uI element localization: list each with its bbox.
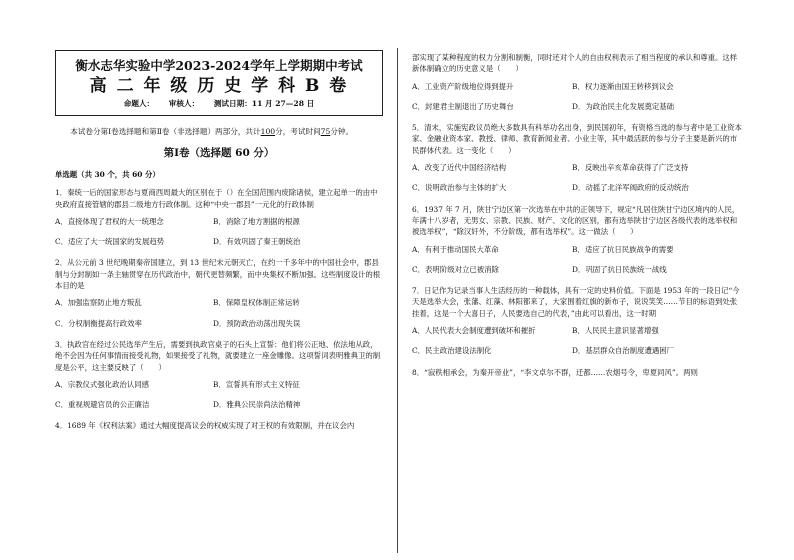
option-b: B．反映出辛亥革命获得了广泛支持 xyxy=(572,163,689,173)
option-b: B．保障皇权体制正常运转 xyxy=(213,298,300,308)
option-b: B．消除了地方割据的根源 xyxy=(213,216,300,226)
intro-text-a: 本试卷分第Ⅰ卷选择题和第Ⅱ卷（非选择题）两部分，共计 xyxy=(70,127,261,136)
option-c: C．分权制衡提高行政效率 xyxy=(55,318,142,328)
question-options xyxy=(412,162,742,194)
question-4 xyxy=(55,420,383,431)
total-score: 100 xyxy=(260,127,276,136)
option-d: D．雅典公民崇尚法治精神 xyxy=(213,400,301,410)
option-b: B．权力逐渐由国王转移到议会 xyxy=(572,81,674,91)
question-stem: 2．从公元前 3 世纪晚期秦帝国建立，到 13 世纪末元朝灭亡，在约一千多年中的中国社会中，郡县制与分封制如一条主轴贯穿在历代政治中，朝代更替频繁，而中央集权不断加强。这些制度设计的根本目的是 xyxy=(55,258,381,291)
option-c: C．民主政治建设法制化 xyxy=(412,346,492,356)
option-a: A．有利于推动国民大革命 xyxy=(412,244,499,254)
option-d: D．动摇了北洋军阀政府的反动统治 xyxy=(572,183,689,193)
school-title: 衡水志华实验中学2023-2024学年上学期期中考试 xyxy=(75,58,363,73)
question-list-left xyxy=(55,187,383,431)
option-d: D．有效巩固了秦王朝统治 xyxy=(213,237,301,247)
question-stem: 8．“寂秩相承会，为秦开帝业”，“李文卓尔不群，迁都……农烟号令，卑夏同风”。两则 xyxy=(412,367,698,377)
option-c: C．说明政治参与主体的扩大 xyxy=(412,183,507,193)
question-stem: 5．清末，实施宪政议员绝大多数具有科举功名出身，到民国初年，有资格当选的参与者中是工业资本家、金融业资本家、教授、律师、教育新闻业者、小业主等，其中最活跃的参与分子主要是新兴的市民群体代表。这一变化（ ） xyxy=(412,123,742,155)
exam-date: 测试日期：11 月 27—28 日 xyxy=(213,99,315,108)
intro-text-c: 分钟。 xyxy=(330,127,354,136)
option-a: A．直接体现了君权的大一统理念 xyxy=(55,216,164,226)
exam-time: 75 xyxy=(320,127,331,136)
question-options xyxy=(55,379,383,411)
reviewer-label: 审核人： xyxy=(168,99,200,108)
right-column xyxy=(412,52,742,384)
question-stem: 7．日记作为记录当事人生活经历的一种载体，具有一定的史料价值。下面是 1953 年的一段日记“今天是选举大会，张藩、红藻、林阳都来了，大家围着红旗的新布子，说说笑笑……节目的标语到处张挂着，这是一个大喜日子，人民要选自己的代表，”由此可以看出，这一时期 xyxy=(412,286,740,318)
left-column xyxy=(55,50,383,438)
option-a: A．加强监察防止地方叛乱 xyxy=(55,298,142,308)
option-d: D．基层群众自治制度遭遇困厂 xyxy=(572,346,675,356)
exam-meta xyxy=(60,98,378,110)
option-a: A．改变了近代中国经济结构 xyxy=(412,163,507,173)
question-options xyxy=(412,81,742,113)
question-8 xyxy=(412,367,742,378)
question-6 xyxy=(412,204,742,275)
option-a: A．工业资产阶级地位得到提升 xyxy=(412,81,514,91)
question-stem: 1．秦统一后的国家形态与夏商西周最大的区别在于（）在全国范围内废除诸侯，建立起单一的由中央政府直接管辖的郡县二级地方行政体制。这种“中央一郡县”一元化的行政体制 xyxy=(55,188,378,209)
question-options xyxy=(412,325,742,357)
proposer-label: 命题人： xyxy=(123,99,155,108)
question-options xyxy=(412,244,742,276)
option-a: A．人民代表大会制度遭到破坏和摧折 xyxy=(412,326,536,336)
question-stem: 4．1689 年《权利法案》通过大幅度提高议会的权威实现了对王权的有效限制，并在议会内 xyxy=(55,421,355,431)
question-options xyxy=(55,216,383,248)
option-d: D．预防政治动荡出现失误 xyxy=(213,318,301,328)
section-title: 第Ⅰ卷（选择题 60 分） xyxy=(163,147,275,159)
intro-text-b: 分，考试时间 xyxy=(275,127,321,136)
option-d: D．巩固了抗日民族统一战线 xyxy=(572,264,667,274)
option-c: C．表明阶级对立已被消除 xyxy=(412,264,499,274)
question-stem: 6．1937 年 7 月，陕甘宁边区第一次选举在中共的正领导下，规定“凡居住陕甘宁边区境内的人民，年满十八岁者，无男女、宗教、民族、财产、文化的区别，都有选举陕甘宁边区各级代表的选举权和被选举权”，“除汉奸外，不分阶级，都有选举权”。这一做法（ ） xyxy=(412,204,740,237)
exam-title: 高 二 年 级 历 史 学 科 B 卷 xyxy=(89,76,349,96)
question-5 xyxy=(412,122,742,193)
question-stem: 3．执政官在经过公民选举产生后，需要到执政官桌子的石头上宣誓：他们将公正地、依法地从政，绝不会因为任何事情而接受礼物，如果接受了礼物，就要建立一座金雕像。这项誓词表明雅典卫的制度是公平，这主要反映了（ ） xyxy=(55,339,381,372)
option-b: B．宣誓具有形式主义特征 xyxy=(213,379,300,389)
question-list-right xyxy=(412,52,742,378)
question-2 xyxy=(55,257,383,328)
option-b: B．适应了抗日民族战争的需要 xyxy=(572,244,674,254)
option-b: B．人民民主意识显著增强 xyxy=(572,326,659,336)
option-d: D．为政治民主化发展奠定基础 xyxy=(572,101,675,111)
question-stem: 部实现了某种程度的权力分割和制衡，同时还对个人的自由权利表示了相当程度的承认和尊重。这样新体制确立的历史意义是（ ） xyxy=(412,53,738,74)
option-c: C．封建君主制退出了历史舞台 xyxy=(412,101,514,111)
section-subtitle: 单选题（共 30 个，共 60 分） xyxy=(55,170,160,179)
exam-header xyxy=(55,50,383,116)
option-a: A．宗教仪式强化政治认同感 xyxy=(55,379,150,389)
question-7 xyxy=(412,285,742,356)
option-c: C．适应了大一统国家的发展趋势 xyxy=(55,237,165,247)
column-divider xyxy=(397,48,398,553)
question-1 xyxy=(55,187,383,247)
question-3 xyxy=(55,339,383,410)
exam-instructions xyxy=(55,125,383,139)
question-4-continued xyxy=(412,52,742,112)
question-options xyxy=(55,297,383,329)
option-c: C．重视规避官员的公正廉洁 xyxy=(55,400,150,410)
